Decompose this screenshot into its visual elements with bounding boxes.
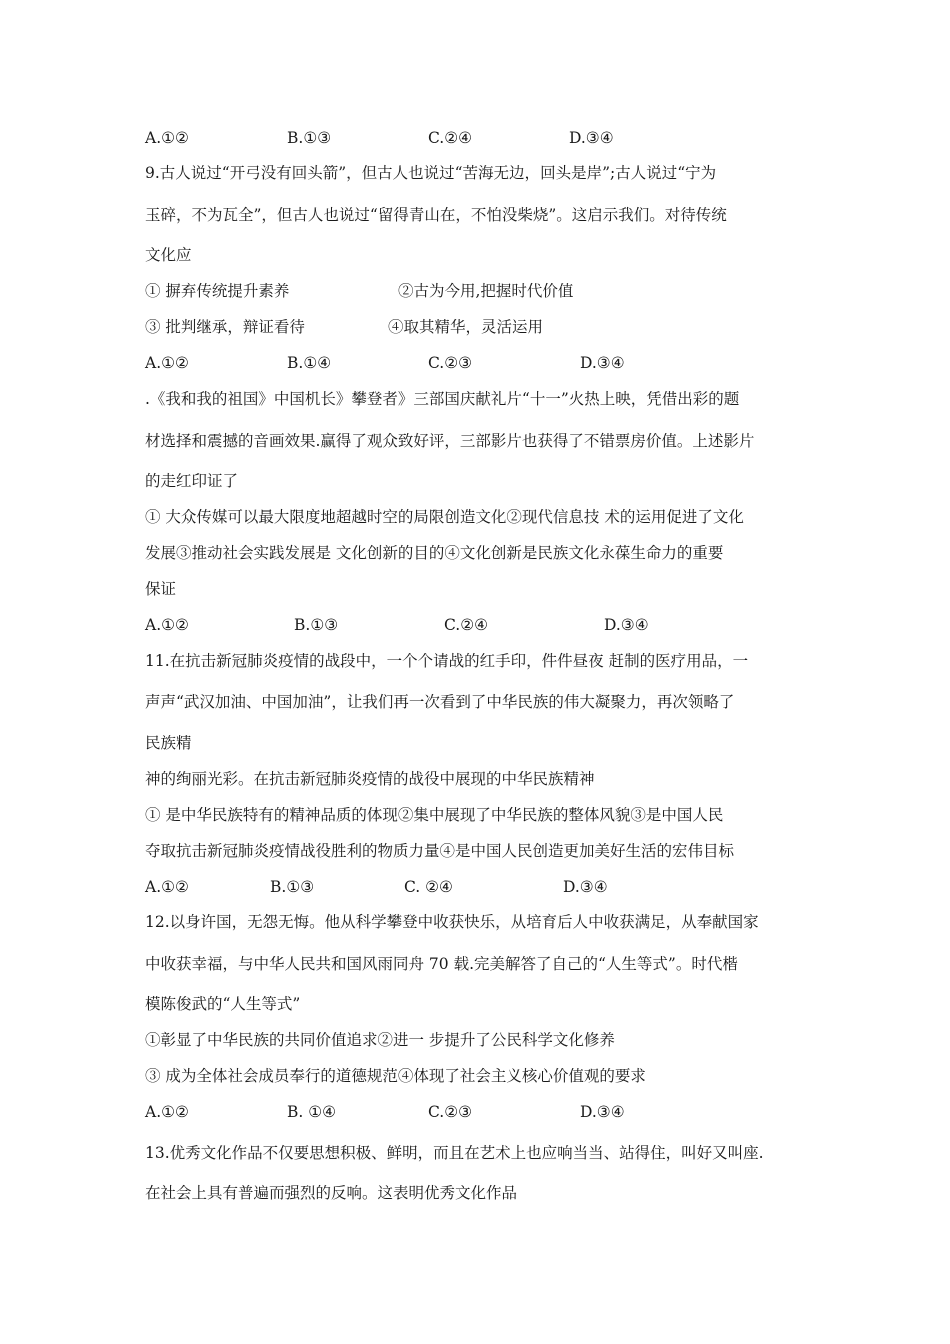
q10-text-line: 保证: [145, 580, 177, 598]
q10-option-b: B.①③: [294, 616, 339, 634]
q10-text-line: ① 大众传媒可以最大限度地超越时空的局限创造文化②现代信息技 术的运用促进了文化: [145, 508, 744, 526]
q11-text-line: ① 是中华民族特有的精神品质的体现②集中展现了中华民族的整体风貌③是中国人民: [145, 806, 724, 824]
q9-option-b: B.①④: [287, 354, 332, 372]
q11-option-a: A.①②: [145, 878, 189, 896]
q10-option-c: C.②④: [444, 616, 489, 634]
q9-text-line: 文化应: [145, 246, 192, 264]
q10-text-line: .《我和我的祖国》中国机长》攀登者》三部国庆献礼片“十一”火热上映，凭借出彩的题: [145, 390, 740, 408]
q8-option-c: C.②④: [428, 129, 473, 147]
q9-option-a: A.①②: [145, 354, 189, 372]
q10-text-line: 材选择和震撼的音画效果.赢得了观众致好评，三部影片也获得了不错票房价值。上述影片: [145, 432, 755, 450]
q11-text-line: 夺取抗击新冠肺炎疫情战役胜利的物质力量④是中国人民创造更加美好生活的宏伟目标: [145, 842, 735, 860]
q12-text-line: ①彰显了中华民族的共同价值追求②进一 步提升了公民科学文化修养: [145, 1031, 615, 1049]
q9-item-4: ④取其精华，灵活运用: [388, 318, 544, 336]
q9-item-1: ① 摒弃传统提升素养: [145, 282, 290, 300]
q12-text-line: 中收获幸福，与中华人民共和国风雨同舟 70 载.完美解答了自己的“人生等式”。时代楷: [145, 955, 738, 973]
q11-option-b: B.①③: [270, 878, 315, 896]
q12-option-d: D.③④: [580, 1103, 625, 1121]
q8-option-a: A.①②: [145, 129, 189, 147]
q11-text-line: 声声“武汉加油、中国加油”，让我们再一次看到了中华民族的伟大凝聚力，再次领略了: [145, 693, 735, 711]
q11-text-line: 民族精: [145, 734, 192, 752]
q12-text-line: ③ 成为全体社会成员奉行的道德规范④体现了社会主义核心价值观的要求: [145, 1067, 646, 1085]
q9-text-line: 9.古人说过“开弓没有回头箭”，但古人也说过“苦海无边，回头是岸”;古人说过“宁为: [145, 164, 717, 182]
q11-text-line: 神的绚丽光彩。在抗击新冠肺炎疫情的战役中展现的中华民族精神: [145, 770, 595, 788]
q12-option-c: C.②③: [428, 1103, 473, 1121]
q13-text-line: 13.优秀文化作品不仅要思想积极、鲜明，而且在艺术上也应响当当、站得住，叫好又叫座.: [145, 1144, 764, 1162]
q12-option-b: B. ①④: [287, 1103, 337, 1121]
q10-text-line: 的走红印证了: [145, 472, 239, 490]
q9-option-d: D.③④: [580, 354, 625, 372]
q12-text-line: 12.以身许国，无怨无悔。他从科学攀登中收获快乐，从培育后人中收获满足，从奉献国家: [145, 913, 759, 931]
q9-item-3: ③ 批判继承，辩证看待: [145, 318, 305, 336]
q10-option-d: D.③④: [604, 616, 649, 634]
q9-option-c: C.②③: [428, 354, 473, 372]
q10-text-line: 发展③推动社会实践发展是 文化创新的目的④文化创新是民族文化永葆生命力的重要: [145, 544, 724, 562]
q10-option-a: A.①②: [145, 616, 189, 634]
q11-option-c: C. ②④: [404, 878, 453, 896]
q9-item-2: ②古为今用,把握时代价值: [398, 282, 574, 300]
q11-text-line: 11.在抗击新冠肺炎疫情的战段中，一个个请战的红手印，件件昼夜 赶制的医疗用品，一: [145, 652, 749, 670]
q12-option-a: A.①②: [145, 1103, 189, 1121]
q8-option-b: B.①③: [287, 129, 332, 147]
q13-text-line: 在社会上具有普遍而强烈的反响。这表明优秀文化作品: [145, 1184, 518, 1202]
q12-text-line: 模陈俊武的“人生等式”: [145, 995, 301, 1013]
q11-option-d: D.③④: [563, 878, 608, 896]
q8-option-d: D.③④: [569, 129, 614, 147]
q9-text-line: 玉碎，不为瓦全”，但古人也说过“留得青山在，不怕没柴烧”。这启示我们。对待传统: [145, 206, 727, 224]
